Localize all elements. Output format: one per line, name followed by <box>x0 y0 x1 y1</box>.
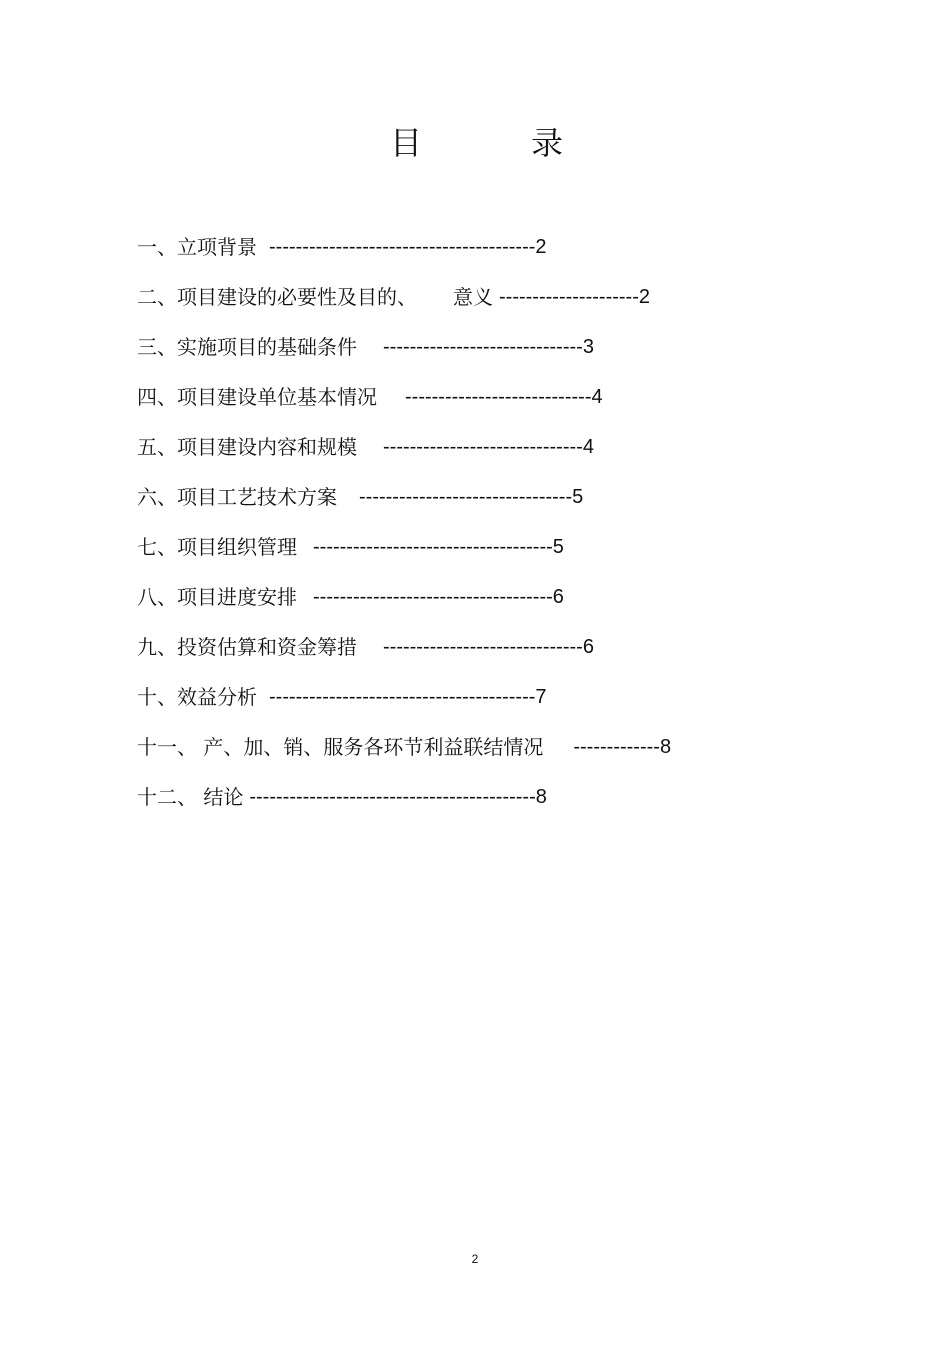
toc-entry-leader: ---------------------------------------- <box>269 236 536 258</box>
toc-entry-label: 二、项目建设的必要性及目的、 <box>137 285 417 309</box>
toc-entry-label: 六、项目工艺技术方案 <box>137 485 337 509</box>
toc-entry-label: 十、效益分析 <box>137 685 257 709</box>
toc-entry-page: 8 <box>535 786 547 808</box>
toc-entry-leader: ------------------------------------------- <box>249 786 536 808</box>
toc-title-char-2: 录 <box>531 124 564 162</box>
toc-entry-5[interactable] <box>137 422 837 472</box>
toc-entry-page: 2 <box>535 236 547 258</box>
toc-entry-page: 5 <box>552 536 564 558</box>
toc-entry-page: 8 <box>659 736 672 758</box>
toc-entry-leader: ------------------------------------ <box>313 586 553 608</box>
toc-entry-label: 八、项目进度安排 <box>137 585 297 609</box>
toc-title <box>0 120 950 166</box>
toc-entry-label: 五、项目建设内容和规模 <box>137 435 357 459</box>
toc-entry-6[interactable] <box>137 472 837 522</box>
toc-title-char-1: 目 <box>390 124 423 162</box>
toc-entry-page: 3 <box>582 336 594 358</box>
toc-entry-label: 四、项目建设单位基本情况 <box>137 385 377 409</box>
toc-entry-4[interactable] <box>137 372 837 422</box>
toc-entry-page: 2 <box>638 286 650 308</box>
page-number: 2 <box>471 1252 479 1266</box>
toc-entry-label: 一、立项背景 <box>137 235 257 259</box>
toc-entry-label: 十二、 结论 <box>137 785 244 809</box>
toc-entry-leader: -------------------------------- <box>359 486 573 508</box>
toc-entry-leader: ---------------------------------------- <box>269 686 536 708</box>
toc-entry-leader: ------------------------------------ <box>313 536 553 558</box>
toc-entry-9[interactable] <box>137 622 837 672</box>
toc-entry-page: 7 <box>535 686 547 708</box>
toc-entry-label: 七、项目组织管理 <box>137 535 297 559</box>
toc-entry-leader: ------------- <box>573 736 660 758</box>
toc-entry-leader: ---------------------------- <box>405 386 592 408</box>
toc-entry-page: 6 <box>582 636 594 658</box>
toc-entry-label: 三、实施项目的基础条件 <box>137 335 357 359</box>
toc-entry-label: 十一、 产、加、销、服务各环节利益联结情况 <box>137 735 544 759</box>
toc-entry-leader: ------------------------------ <box>383 436 583 458</box>
toc-entry-page: 6 <box>552 586 564 608</box>
toc-entry-label-continued: 意义 <box>453 285 493 309</box>
toc-entry-page: 4 <box>582 436 594 458</box>
toc-entry-page: 4 <box>591 386 603 408</box>
toc-entry-3[interactable] <box>137 322 837 372</box>
toc-entry-10[interactable] <box>137 672 837 722</box>
toc-entry-1[interactable] <box>137 222 837 272</box>
table-of-contents <box>137 222 837 822</box>
toc-entry-7[interactable] <box>137 522 837 572</box>
toc-entry-page: 5 <box>572 486 584 508</box>
toc-entry-leader: --------------------- <box>499 286 639 308</box>
toc-entry-2[interactable] <box>137 272 837 322</box>
toc-entry-12[interactable] <box>137 772 837 822</box>
toc-entry-label: 九、投资估算和资金筹措 <box>137 635 357 659</box>
toc-entry-11[interactable] <box>137 722 837 772</box>
toc-entry-leader: ------------------------------ <box>383 336 583 358</box>
toc-entry-8[interactable] <box>137 572 837 622</box>
toc-entry-leader: ------------------------------ <box>383 636 583 658</box>
